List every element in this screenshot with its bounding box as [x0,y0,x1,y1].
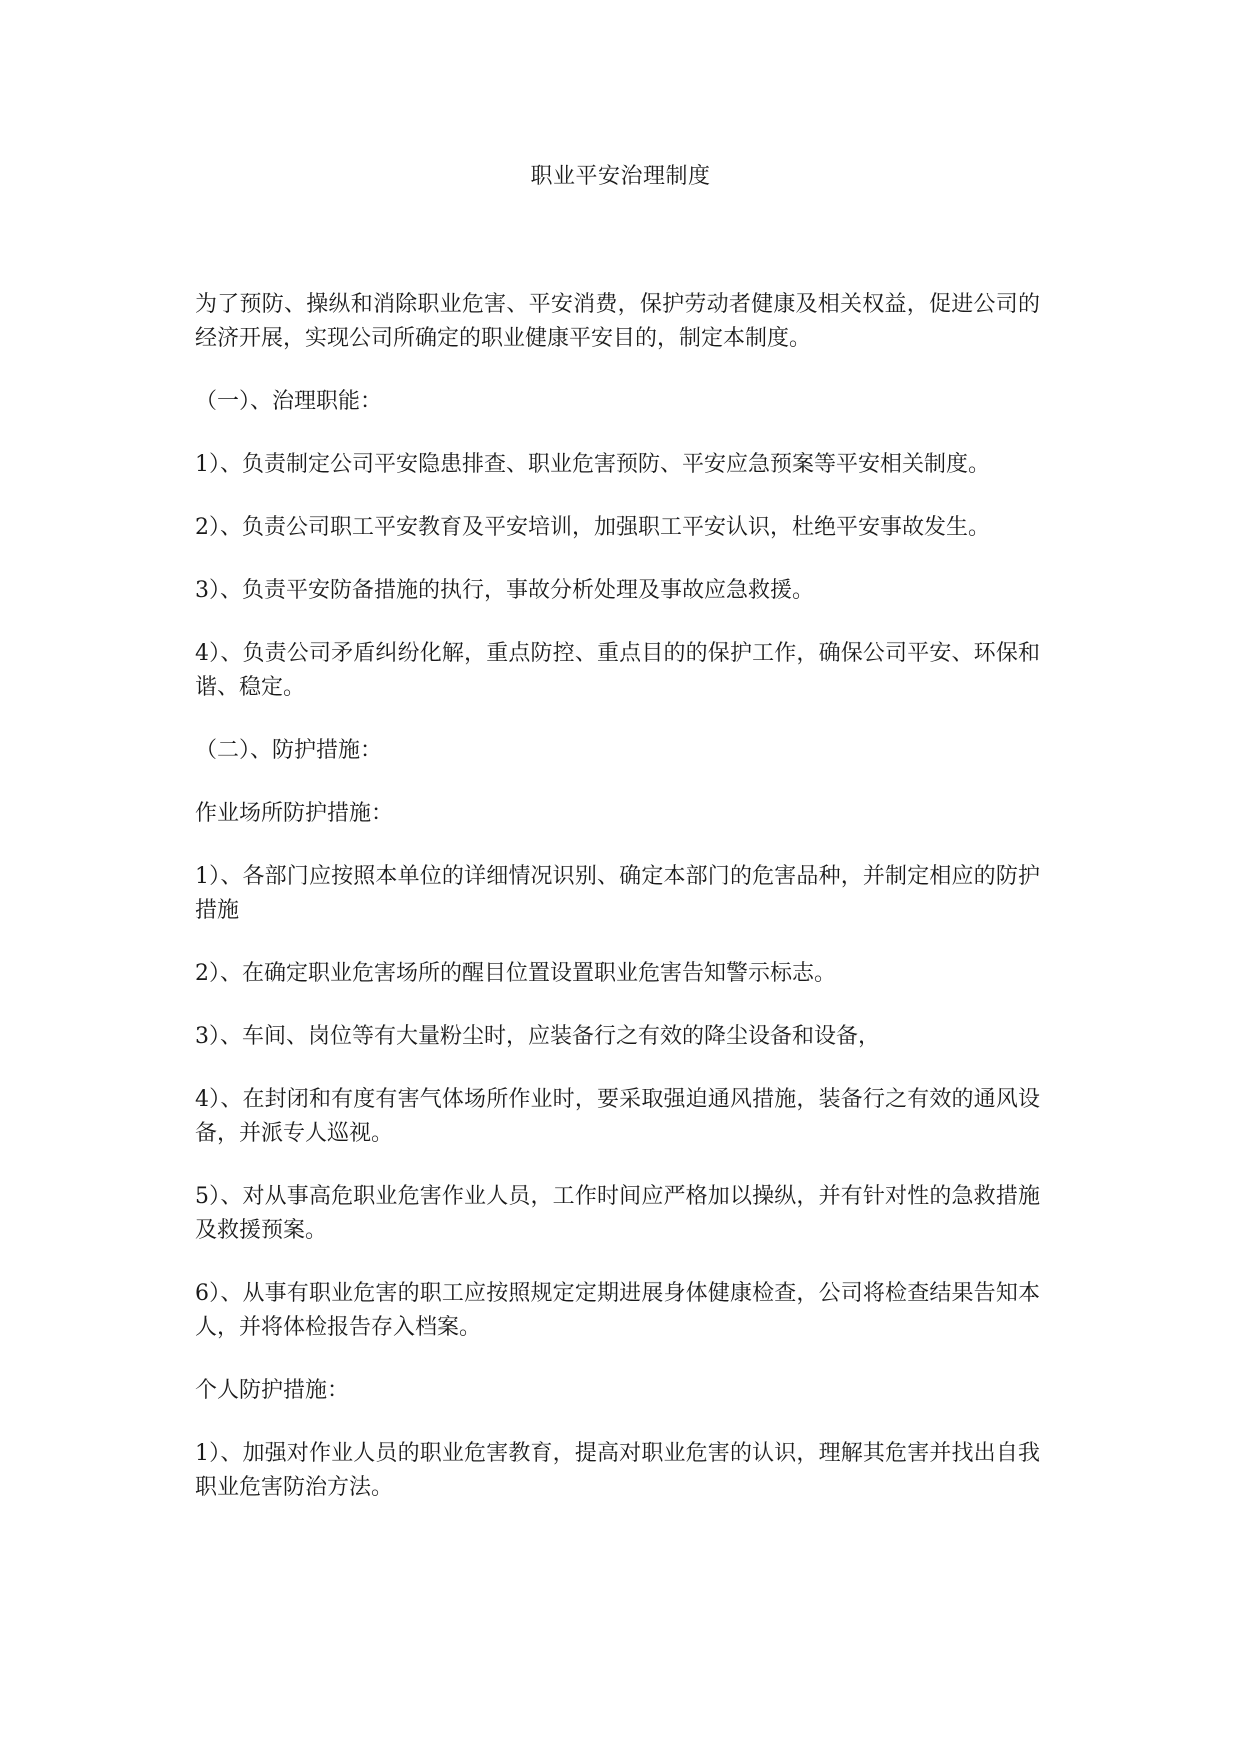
paragraph-workplace-5: 5）、对从事高危职业危害作业人员，工作时间应严格加以操纵，并有针对性的急救措施及救援预案。 [195,1184,1040,1243]
paragraph-workplace-3: 3）、车间、岗位等有大量粉尘时，应装备行之有效的降尘设备和设备， [195,1024,880,1049]
subheading-personal-protection: 个人防护措施： [195,1378,350,1403]
subheading-workplace-protection: 作业场所防护措施： [195,801,394,826]
section-heading-protective-measures: （二）、防护措施： [195,738,383,763]
paragraph-function-2: 2）、负责公司职工平安教育及平安培训，加强职工平安认识，杜绝平安事故发生。 [195,515,990,540]
intro-paragraph: 为了预防、操纵和消除职业危害、平安消费，保护劳动者健康及相关权益，促进公司的经济开展，实现公司所确定的职业健康平安目的，制定本制度。 [195,292,1040,351]
paragraph-workplace-4: 4）、在封闭和有度有害气体场所作业时，要采取强迫通风措施，装备行之有效的通风设备，并派专人巡视。 [195,1087,1040,1146]
paragraph-workplace-2: 2）、在确定职业危害场所的醒目位置设置职业危害告知警示标志。 [195,961,836,986]
document-body [195,288,1040,1534]
document-title: 职业平安治理制度 [530,164,711,189]
paragraph-workplace-6: 6）、从事有职业危害的职工应按照规定定期进展身体健康检查，公司将检查结果告知本人，并将体检报告存入档案。 [195,1281,1040,1340]
paragraph-function-3: 3）、负责平安防备措施的执行，事故分析处理及事故应急救援。 [195,578,814,603]
paragraph-function-1: 1）、负责制定公司平安隐患排查、职业危害预防、平安应急预案等平安相关制度。 [195,452,990,477]
section-heading-management-functions: （一）、治理职能： [195,389,383,414]
paragraph-personal-1: 1）、加强对作业人员的职业危害教育，提高对职业危害的认识，理解其危害并找出自我职业危害防治方法。 [195,1441,1040,1500]
paragraph-workplace-1: 1）、各部门应按照本单位的详细情况识别、确定本部门的危害品种，并制定相应的防护措施 [195,864,1040,923]
paragraph-function-4: 4）、负责公司矛盾纠纷化解，重点防控、重点目的的保护工作，确保公司平安、环保和谐、稳定。 [195,641,1040,700]
